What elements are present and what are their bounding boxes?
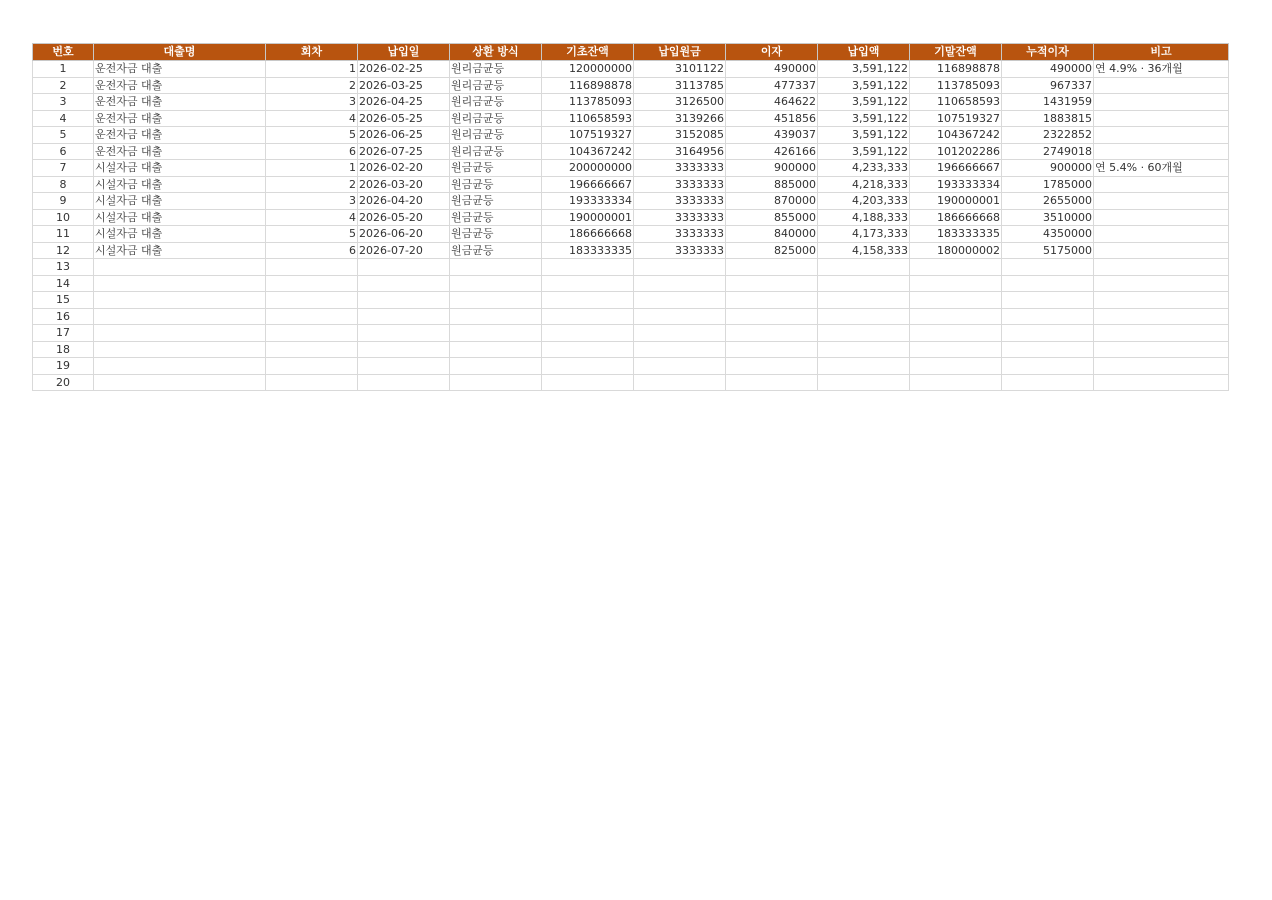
cell-repayment-method[interactable] [450,308,542,325]
cell-no[interactable]: 7 [33,160,94,177]
cell-loan-name[interactable]: 운전자금 대출 [94,143,266,160]
cell-repayment-method[interactable] [450,275,542,292]
cell-payment[interactable]: 3,591,122 [818,143,910,160]
cell-payment[interactable] [818,341,910,358]
cell-closing-balance[interactable] [910,275,1002,292]
cell-interest[interactable]: 451856 [726,110,818,127]
cell-opening-balance[interactable] [542,325,634,342]
cell-closing-balance[interactable]: 196666667 [910,160,1002,177]
cell-cumulative-interest[interactable]: 3510000 [1002,209,1094,226]
cell-no[interactable]: 9 [33,193,94,210]
cell-opening-balance[interactable]: 120000000 [542,61,634,78]
cell-cumulative-interest[interactable]: 5175000 [1002,242,1094,259]
table-row [33,242,1229,259]
cell-remarks[interactable] [1094,110,1229,127]
cell-principal[interactable]: 3152085 [634,127,726,144]
cell-repayment-method[interactable]: 원금균등 [450,209,542,226]
cell-loan-name[interactable]: 시설자금 대출 [94,160,266,177]
cell-remarks[interactable]: 연 5.4% · 60개월 [1094,160,1229,177]
cell-opening-balance[interactable] [542,259,634,276]
cell-opening-balance[interactable]: 183333335 [542,242,634,259]
cell-no[interactable]: 14 [33,275,94,292]
cell-closing-balance[interactable] [910,341,1002,358]
cell-payment-date[interactable]: 2026-06-25 [358,127,450,144]
cell-payment[interactable]: 4,158,333 [818,242,910,259]
cell-loan-name[interactable]: 운전자금 대출 [94,77,266,94]
cell-payment-date[interactable] [358,374,450,391]
cell-closing-balance[interactable]: 186666668 [910,209,1002,226]
cell-opening-balance[interactable]: 113785093 [542,94,634,111]
header-closing-balance[interactable]: 기말잔액 [910,44,1002,61]
cell-principal[interactable] [634,374,726,391]
header-payment[interactable]: 납입액 [818,44,910,61]
cell-interest[interactable]: 477337 [726,77,818,94]
cell-payment-date[interactable]: 2026-07-20 [358,242,450,259]
cell-repayment-method[interactable]: 원금균등 [450,193,542,210]
cell-payment-date[interactable]: 2026-02-25 [358,61,450,78]
cell-payment-date[interactable] [358,308,450,325]
header-no[interactable]: 번호 [33,44,94,61]
cell-repayment-method[interactable]: 원금균등 [450,226,542,243]
header-row [33,44,1229,61]
cell-loan-name[interactable]: 시설자금 대출 [94,209,266,226]
cell-no[interactable]: 5 [33,127,94,144]
cell-installment[interactable] [266,308,358,325]
cell-remarks[interactable] [1094,77,1229,94]
cell-remarks[interactable] [1094,209,1229,226]
cell-installment[interactable] [266,325,358,342]
cell-principal[interactable]: 3333333 [634,209,726,226]
cell-loan-name[interactable]: 운전자금 대출 [94,110,266,127]
cell-payment[interactable]: 4,188,333 [818,209,910,226]
cell-installment[interactable]: 3 [266,94,358,111]
cell-cumulative-interest[interactable] [1002,358,1094,375]
cell-loan-name[interactable]: 시설자금 대출 [94,176,266,193]
cell-cumulative-interest[interactable]: 967337 [1002,77,1094,94]
cell-loan-name[interactable]: 운전자금 대출 [94,94,266,111]
cell-closing-balance[interactable]: 193333334 [910,176,1002,193]
cell-loan-name[interactable]: 운전자금 대출 [94,61,266,78]
cell-installment[interactable]: 5 [266,127,358,144]
cell-payment-date[interactable] [358,259,450,276]
cell-closing-balance[interactable] [910,259,1002,276]
cell-cumulative-interest[interactable] [1002,341,1094,358]
cell-loan-name[interactable] [94,292,266,309]
table-row [33,308,1229,325]
cell-repayment-method[interactable]: 원리금균등 [450,110,542,127]
cell-payment-date[interactable]: 2026-05-25 [358,110,450,127]
cell-installment[interactable]: 2 [266,176,358,193]
cell-interest[interactable]: 439037 [726,127,818,144]
cell-opening-balance[interactable] [542,374,634,391]
cell-cumulative-interest[interactable]: 1431959 [1002,94,1094,111]
cell-opening-balance[interactable]: 116898878 [542,77,634,94]
cell-cumulative-interest[interactable]: 4350000 [1002,226,1094,243]
cell-loan-name[interactable] [94,259,266,276]
cell-cumulative-interest[interactable] [1002,292,1094,309]
cell-repayment-method[interactable]: 원금균등 [450,160,542,177]
cell-payment[interactable] [818,292,910,309]
cell-principal[interactable]: 3333333 [634,242,726,259]
cell-remarks[interactable] [1094,292,1229,309]
cell-interest[interactable] [726,275,818,292]
cell-opening-balance[interactable] [542,341,634,358]
cell-installment[interactable]: 4 [266,110,358,127]
cell-closing-balance[interactable]: 116898878 [910,61,1002,78]
cell-installment[interactable]: 2 [266,77,358,94]
cell-remarks[interactable] [1094,242,1229,259]
cell-opening-balance[interactable]: 104367242 [542,143,634,160]
cell-installment[interactable]: 1 [266,61,358,78]
cell-payment[interactable] [818,358,910,375]
cell-principal[interactable]: 3333333 [634,176,726,193]
cell-closing-balance[interactable] [910,374,1002,391]
table-row [33,358,1229,375]
header-interest[interactable]: 이자 [726,44,818,61]
cell-installment[interactable] [266,275,358,292]
cell-installment[interactable]: 6 [266,143,358,160]
header-repayment-method[interactable]: 상환 방식 [450,44,542,61]
cell-payment-date[interactable]: 2026-04-20 [358,193,450,210]
cell-installment[interactable]: 1 [266,160,358,177]
cell-installment[interactable] [266,374,358,391]
cell-interest[interactable]: 870000 [726,193,818,210]
cell-principal[interactable] [634,259,726,276]
cell-no[interactable]: 8 [33,176,94,193]
cell-installment[interactable] [266,341,358,358]
cell-opening-balance[interactable]: 196666667 [542,176,634,193]
cell-payment-date[interactable] [358,341,450,358]
cell-payment-date[interactable] [358,325,450,342]
cell-cumulative-interest[interactable]: 1883815 [1002,110,1094,127]
cell-repayment-method[interactable]: 원리금균등 [450,94,542,111]
cell-cumulative-interest[interactable]: 1785000 [1002,176,1094,193]
cell-payment[interactable]: 3,591,122 [818,94,910,111]
cell-remarks[interactable] [1094,325,1229,342]
cell-cumulative-interest[interactable] [1002,308,1094,325]
cell-remarks[interactable] [1094,94,1229,111]
cell-repayment-method[interactable] [450,325,542,342]
cell-loan-name[interactable] [94,308,266,325]
cell-repayment-method[interactable] [450,341,542,358]
cell-remarks[interactable] [1094,275,1229,292]
cell-repayment-method[interactable] [450,374,542,391]
cell-payment[interactable]: 3,591,122 [818,110,910,127]
cell-cumulative-interest[interactable] [1002,259,1094,276]
table-row [33,176,1229,193]
cell-remarks[interactable] [1094,341,1229,358]
table-row [33,259,1229,276]
cell-no[interactable]: 20 [33,374,94,391]
cell-payment-date[interactable]: 2026-07-25 [358,143,450,160]
cell-interest[interactable]: 900000 [726,160,818,177]
cell-closing-balance[interactable]: 190000001 [910,193,1002,210]
cell-installment[interactable]: 6 [266,242,358,259]
cell-principal[interactable] [634,275,726,292]
table-row [33,275,1229,292]
cell-no[interactable]: 17 [33,325,94,342]
header-opening-balance[interactable]: 기초잔액 [542,44,634,61]
cell-payment-date[interactable]: 2026-03-20 [358,176,450,193]
cell-repayment-method[interactable]: 원금균등 [450,176,542,193]
cell-interest[interactable] [726,358,818,375]
cell-installment[interactable]: 4 [266,209,358,226]
cell-cumulative-interest[interactable] [1002,325,1094,342]
cell-payment[interactable] [818,275,910,292]
cell-payment[interactable] [818,325,910,342]
cell-no[interactable]: 13 [33,259,94,276]
cell-repayment-method[interactable] [450,292,542,309]
cell-principal[interactable]: 3101122 [634,61,726,78]
cell-interest[interactable]: 426166 [726,143,818,160]
cell-no[interactable]: 18 [33,341,94,358]
cell-opening-balance[interactable]: 190000001 [542,209,634,226]
cell-payment[interactable]: 4,233,333 [818,160,910,177]
cell-payment-date[interactable]: 2026-02-20 [358,160,450,177]
table-row [33,193,1229,210]
cell-loan-name[interactable] [94,374,266,391]
cell-principal[interactable]: 3333333 [634,193,726,210]
cell-payment[interactable] [818,259,910,276]
loan-schedule-table [32,43,1229,391]
cell-opening-balance[interactable]: 107519327 [542,127,634,144]
cell-installment[interactable] [266,358,358,375]
cell-cumulative-interest[interactable] [1002,275,1094,292]
cell-interest[interactable]: 464622 [726,94,818,111]
cell-loan-name[interactable]: 시설자금 대출 [94,193,266,210]
table-row [33,110,1229,127]
cell-loan-name[interactable] [94,341,266,358]
cell-remarks[interactable] [1094,358,1229,375]
header-installment[interactable]: 회차 [266,44,358,61]
header-remarks[interactable]: 비고 [1094,44,1229,61]
cell-loan-name[interactable]: 시설자금 대출 [94,242,266,259]
cell-principal[interactable] [634,325,726,342]
cell-principal[interactable]: 3333333 [634,226,726,243]
cell-interest[interactable] [726,374,818,391]
cell-interest[interactable] [726,341,818,358]
cell-principal[interactable]: 3126500 [634,94,726,111]
cell-loan-name[interactable] [94,275,266,292]
cell-loan-name[interactable]: 시설자금 대출 [94,226,266,243]
cell-no[interactable]: 3 [33,94,94,111]
cell-principal[interactable] [634,358,726,375]
cell-cumulative-interest[interactable] [1002,374,1094,391]
cell-cumulative-interest[interactable]: 2322852 [1002,127,1094,144]
cell-payment[interactable] [818,308,910,325]
table-row [33,226,1229,243]
cell-repayment-method[interactable] [450,358,542,375]
cell-payment-date[interactable]: 2026-06-20 [358,226,450,243]
cell-no[interactable]: 6 [33,143,94,160]
cell-remarks[interactable]: 연 4.9% · 36개월 [1094,61,1229,78]
header-loan-name[interactable]: 대출명 [94,44,266,61]
cell-cumulative-interest[interactable]: 900000 [1002,160,1094,177]
cell-principal[interactable]: 3164956 [634,143,726,160]
cell-interest[interactable] [726,259,818,276]
cell-payment-date[interactable] [358,275,450,292]
table-row [33,160,1229,177]
table-row [33,209,1229,226]
cell-principal[interactable] [634,341,726,358]
cell-interest[interactable]: 840000 [726,226,818,243]
table-row [33,292,1229,309]
cell-closing-balance[interactable]: 101202286 [910,143,1002,160]
cell-installment[interactable]: 3 [266,193,358,210]
cell-payment[interactable]: 3,591,122 [818,77,910,94]
cell-payment[interactable]: 4,218,333 [818,176,910,193]
cell-loan-name[interactable] [94,358,266,375]
cell-repayment-method[interactable]: 원리금균등 [450,127,542,144]
header-cumulative-interest[interactable]: 누적이자 [1002,44,1094,61]
cell-no[interactable]: 19 [33,358,94,375]
table-row [33,127,1229,144]
cell-cumulative-interest[interactable]: 2749018 [1002,143,1094,160]
header-principal[interactable]: 납입원금 [634,44,726,61]
cell-interest[interactable]: 825000 [726,242,818,259]
cell-installment[interactable]: 5 [266,226,358,243]
cell-remarks[interactable] [1094,193,1229,210]
cell-remarks[interactable] [1094,259,1229,276]
cell-principal[interactable] [634,292,726,309]
table-row [33,341,1229,358]
cell-principal[interactable]: 3113785 [634,77,726,94]
cell-opening-balance[interactable]: 186666668 [542,226,634,243]
cell-repayment-method[interactable]: 원금균등 [450,242,542,259]
cell-opening-balance[interactable] [542,292,634,309]
cell-remarks[interactable] [1094,143,1229,160]
table-row [33,143,1229,160]
table-row [33,77,1229,94]
cell-payment-date[interactable]: 2026-05-20 [358,209,450,226]
cell-closing-balance[interactable]: 110658593 [910,94,1002,111]
cell-cumulative-interest[interactable]: 2655000 [1002,193,1094,210]
cell-principal[interactable]: 3139266 [634,110,726,127]
cell-remarks[interactable] [1094,127,1229,144]
cell-no[interactable]: 16 [33,308,94,325]
cell-principal[interactable]: 3333333 [634,160,726,177]
cell-loan-name[interactable] [94,325,266,342]
cell-repayment-method[interactable]: 원리금균등 [450,61,542,78]
cell-closing-balance[interactable] [910,325,1002,342]
cell-payment-date[interactable] [358,358,450,375]
cell-no[interactable]: 12 [33,242,94,259]
cell-payment[interactable] [818,374,910,391]
header-payment-date[interactable]: 납입일 [358,44,450,61]
cell-payment-date[interactable]: 2026-03-25 [358,77,450,94]
cell-interest[interactable] [726,325,818,342]
cell-remarks[interactable] [1094,308,1229,325]
cell-payment[interactable]: 4,173,333 [818,226,910,243]
cell-loan-name[interactable]: 운전자금 대출 [94,127,266,144]
cell-installment[interactable] [266,292,358,309]
cell-interest[interactable] [726,308,818,325]
cell-closing-balance[interactable]: 113785093 [910,77,1002,94]
cell-payment-date[interactable]: 2026-04-25 [358,94,450,111]
cell-closing-balance[interactable] [910,292,1002,309]
loan-schedule-sheet [32,43,1229,391]
cell-payment[interactable]: 4,203,333 [818,193,910,210]
table-row [33,94,1229,111]
cell-repayment-method[interactable] [450,259,542,276]
cell-principal[interactable] [634,308,726,325]
table-row [33,374,1229,391]
cell-payment[interactable]: 3,591,122 [818,61,910,78]
cell-repayment-method[interactable]: 원리금균등 [450,143,542,160]
cell-remarks[interactable] [1094,176,1229,193]
cell-interest[interactable] [726,292,818,309]
cell-payment[interactable]: 3,591,122 [818,127,910,144]
cell-opening-balance[interactable] [542,308,634,325]
cell-remarks[interactable] [1094,226,1229,243]
cell-opening-balance[interactable]: 193333334 [542,193,634,210]
cell-installment[interactable] [266,259,358,276]
cell-closing-balance[interactable] [910,358,1002,375]
cell-no[interactable]: 2 [33,77,94,94]
cell-opening-balance[interactable] [542,358,634,375]
cell-no[interactable]: 10 [33,209,94,226]
cell-opening-balance[interactable]: 110658593 [542,110,634,127]
cell-cumulative-interest[interactable]: 490000 [1002,61,1094,78]
cell-no[interactable]: 11 [33,226,94,243]
cell-closing-balance[interactable]: 104367242 [910,127,1002,144]
cell-closing-balance[interactable]: 107519327 [910,110,1002,127]
cell-interest[interactable]: 490000 [726,61,818,78]
cell-interest[interactable]: 885000 [726,176,818,193]
cell-opening-balance[interactable]: 200000000 [542,160,634,177]
cell-no[interactable]: 15 [33,292,94,309]
cell-closing-balance[interactable] [910,308,1002,325]
cell-payment-date[interactable] [358,292,450,309]
cell-closing-balance[interactable]: 180000002 [910,242,1002,259]
cell-opening-balance[interactable] [542,275,634,292]
cell-closing-balance[interactable]: 183333335 [910,226,1002,243]
cell-no[interactable]: 1 [33,61,94,78]
table-row [33,325,1229,342]
cell-interest[interactable]: 855000 [726,209,818,226]
cell-remarks[interactable] [1094,374,1229,391]
cell-repayment-method[interactable]: 원리금균등 [450,77,542,94]
cell-no[interactable]: 4 [33,110,94,127]
table-row [33,61,1229,78]
